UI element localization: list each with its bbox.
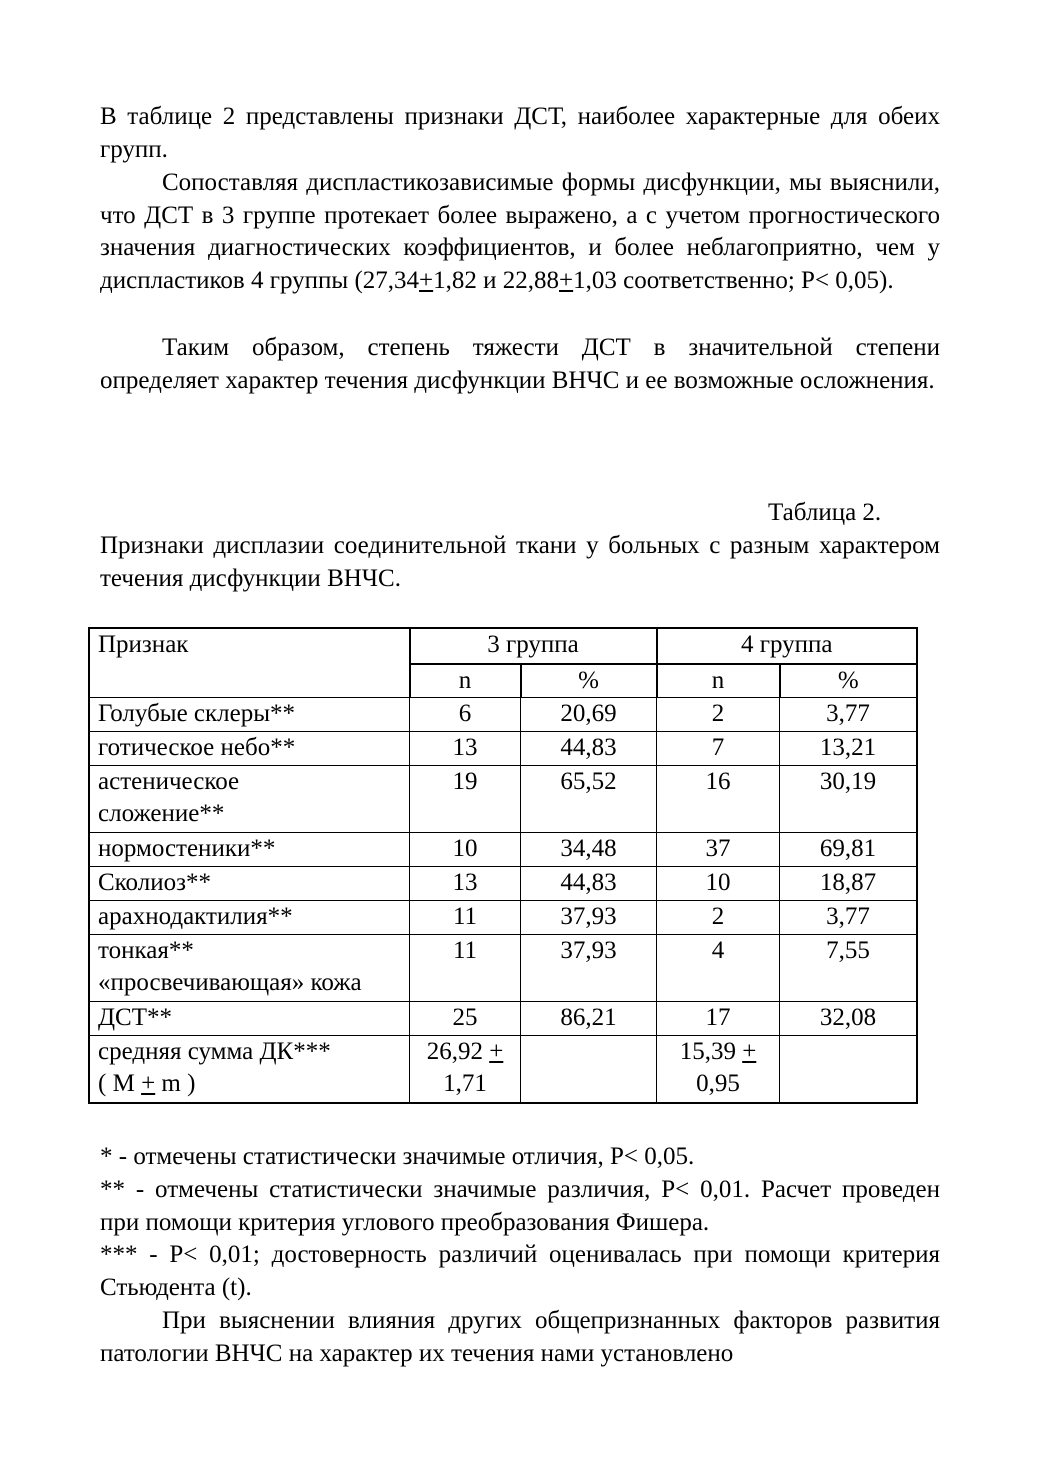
row-n3: 25	[410, 1002, 521, 1036]
row-p3: 37,93	[521, 935, 657, 1002]
row-p3: 44,83	[521, 732, 657, 766]
header-group3: 3 группа	[410, 629, 657, 664]
plus-minus-sign: +	[742, 1038, 757, 1065]
row-n3: 11	[410, 935, 521, 1002]
table-row	[90, 698, 917, 732]
row-feature-line1: тонкая**	[98, 937, 194, 964]
row-feature: Голубые склеры**	[90, 698, 410, 732]
row-p3: 34,48	[521, 833, 657, 867]
table-header-row	[90, 629, 917, 664]
paragraph-comparison	[100, 167, 940, 297]
paragraph-intro	[100, 101, 940, 166]
row-feature: готическое небо**	[90, 732, 410, 766]
comparison-text-a: Сопоставляя диспластикозависимые формы дисфункции, мы выяснили, что ДСТ в 3 группе протекает более выражено, а с учетом прогностического значения диагностических коэффициентов, и более неблагоприятно, чем у диспластиков 4 группы (27,34	[100, 169, 940, 294]
summary-g3-line1	[418, 1036, 512, 1068]
summary-g3-empty	[521, 1036, 657, 1103]
summary-feature-text-a: ( М	[98, 1070, 142, 1097]
row-n4: 2	[657, 901, 780, 935]
paragraph-conclusion-text: Таким образом, степень тяжести ДСТ в значительной степени определяет характер течения дисфункции ВНЧС и ее возможные осложнения.	[100, 334, 940, 394]
footnote-1	[100, 1141, 940, 1174]
summary-feature-line1: средняя сумма ДК***	[98, 1038, 331, 1065]
footnote-3-text: *** - P< 0,01; достоверность различий оценивалась при помощи критерия Стьюдента (t).	[100, 1241, 940, 1301]
table-title-text: Признаки дисплазии соединительной ткани у больных с разным характером течения дисфункции ВНЧС.	[100, 532, 940, 592]
row-n4: 2	[657, 698, 780, 732]
paragraph-closing-text: При выяснении влияния других общепризнанных факторов развития патологии ВНЧС на характер их течения нами установлено	[100, 1307, 940, 1367]
row-n3: 11	[410, 901, 521, 935]
dysplasia-table	[89, 628, 917, 1103]
row-n3: 19	[410, 766, 521, 833]
subheader-n3: n	[410, 664, 521, 698]
row-feature: Сколиоз**	[90, 867, 410, 901]
paragraph-closing	[100, 1305, 940, 1370]
row-p4: 3,77	[780, 901, 917, 935]
footnote-3	[100, 1239, 940, 1304]
footnote-1-text: * - отмечены статистически значимые отличия, P< 0,05.	[100, 1143, 695, 1170]
summary-g3-line2: 1,71	[443, 1070, 487, 1097]
row-n3: 13	[410, 732, 521, 766]
row-n4: 16	[657, 766, 780, 833]
subheader-pct4: %	[780, 664, 917, 698]
row-p4: 3,77	[780, 698, 917, 732]
summary-g4-line2: 0,95	[696, 1070, 740, 1097]
footnote-2	[100, 1174, 940, 1239]
paragraph-conclusion	[100, 332, 940, 397]
table-row-summary	[90, 1036, 917, 1103]
table-row	[90, 867, 917, 901]
row-p4: 32,08	[780, 1002, 917, 1036]
row-n3: 10	[410, 833, 521, 867]
summary-feature-line2	[98, 1068, 401, 1100]
paragraph-intro-text: В таблице 2 представлены признаки ДСТ, наиболее характерные для обеих групп.	[100, 103, 940, 163]
header-feature: Признак	[90, 629, 410, 698]
row-feature	[90, 935, 410, 1002]
row-n3: 13	[410, 867, 521, 901]
row-n4: 7	[657, 732, 780, 766]
row-p4: 13,21	[780, 732, 917, 766]
summary-g4-empty	[780, 1036, 917, 1103]
comparison-text-b: 1,82 и 22,88	[433, 266, 560, 294]
summary-feature	[90, 1036, 410, 1103]
row-n4: 37	[657, 833, 780, 867]
table-row	[90, 901, 917, 935]
row-n4: 17	[657, 1002, 780, 1036]
plus-minus-sign: +	[489, 1038, 504, 1065]
plus-minus-sign: +	[419, 266, 434, 294]
table-label: Таблица 2.	[768, 499, 882, 526]
table-row	[90, 1002, 917, 1036]
row-n4: 4	[657, 935, 780, 1002]
row-p3: 20,69	[521, 698, 657, 732]
summary-g4-mean: 15,39	[679, 1038, 743, 1065]
row-feature: арахнодактилия**	[90, 901, 410, 935]
subheader-pct3: %	[521, 664, 657, 698]
row-p3: 86,21	[521, 1002, 657, 1036]
summary-g4	[657, 1036, 780, 1103]
row-n3: 6	[410, 698, 521, 732]
table-row	[90, 732, 917, 766]
row-n4: 10	[657, 867, 780, 901]
table-title	[100, 530, 940, 595]
summary-g4-line1	[665, 1036, 771, 1068]
summary-g3-mean: 26,92	[426, 1038, 490, 1065]
table-row	[90, 833, 917, 867]
summary-g3	[410, 1036, 521, 1103]
row-p3: 65,52	[521, 766, 657, 833]
table-row	[90, 935, 917, 1002]
row-feature-line2: «просвечивающая» кожа	[98, 969, 362, 996]
header-group4: 4 группа	[657, 629, 917, 664]
row-p4: 69,81	[780, 833, 917, 867]
comparison-text-c: 1,03 соответственно; P< 0,05).	[573, 266, 894, 294]
row-p4: 30,19	[780, 766, 917, 833]
row-feature-line1: астеническое	[98, 768, 240, 795]
row-feature: нормостеники**	[90, 833, 410, 867]
row-p3: 37,93	[521, 901, 657, 935]
subheader-n4: n	[657, 664, 780, 698]
plus-minus-sign: +	[141, 1070, 156, 1097]
row-feature-line2: сложение**	[98, 800, 225, 827]
row-p3: 44,83	[521, 867, 657, 901]
row-feature	[90, 766, 410, 833]
row-feature: ДСТ**	[90, 1002, 410, 1036]
row-p4: 18,87	[780, 867, 917, 901]
plus-minus-sign: +	[559, 266, 574, 294]
summary-feature-text-b: m )	[155, 1070, 196, 1097]
footnote-2-text: ** - отмечены статистически значимые различия, P< 0,01. Расчет проведен при помощи критерия углового преобразования Фишера.	[100, 1176, 940, 1236]
row-p4: 7,55	[780, 935, 917, 1002]
table-row	[90, 766, 917, 833]
